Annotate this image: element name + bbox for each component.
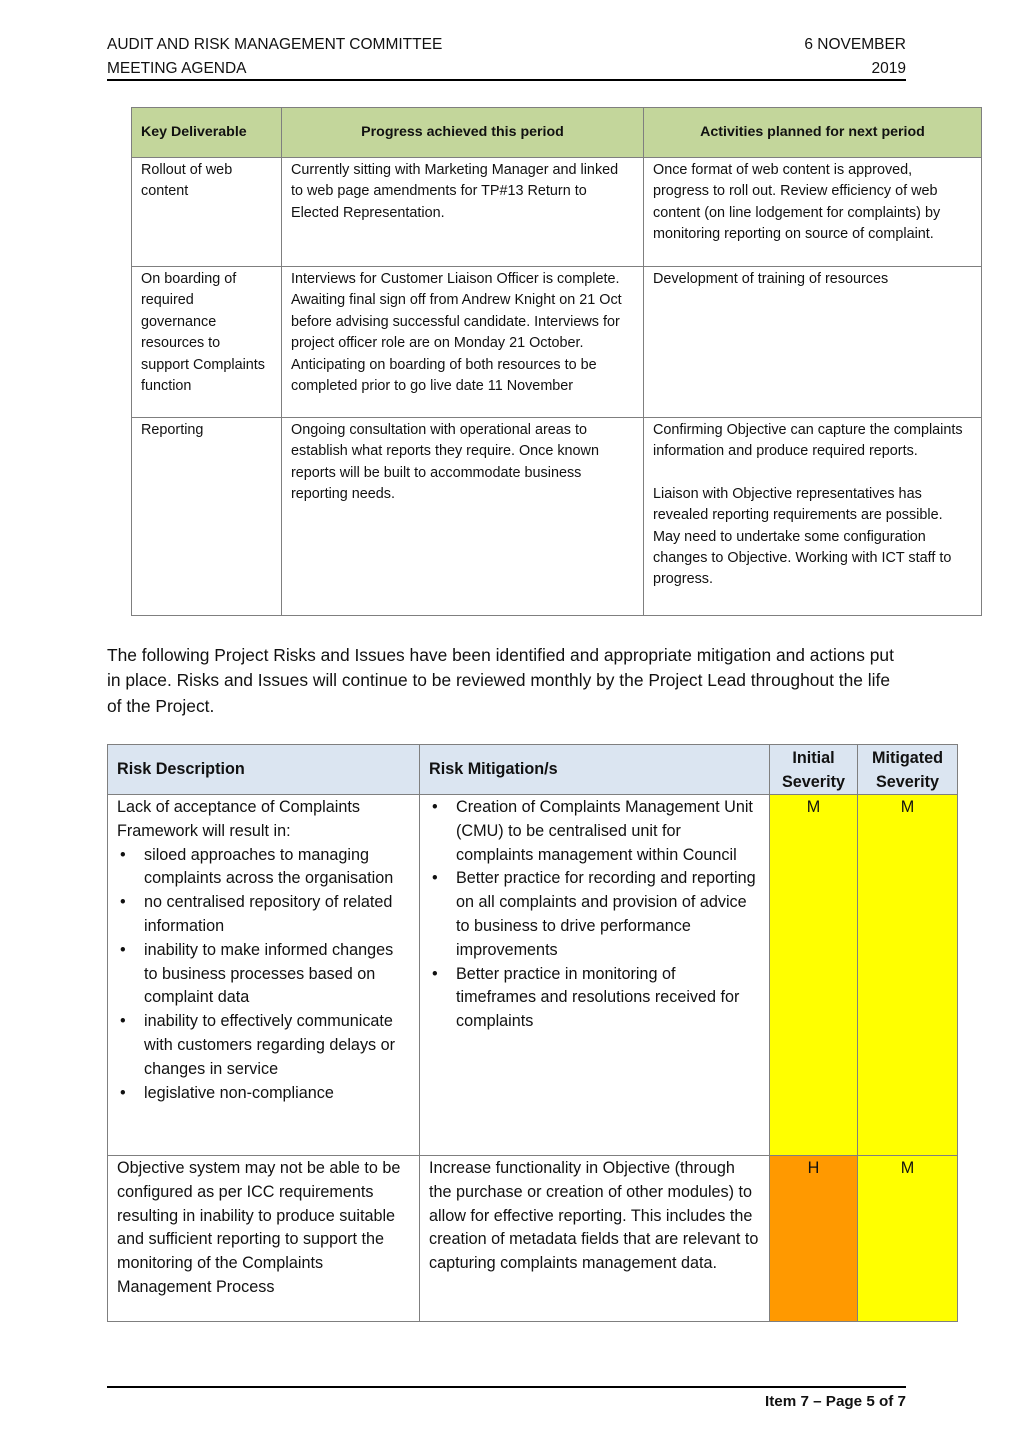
initial-severity-cell: M (770, 795, 858, 1156)
planned-text: Development of training of resources (653, 271, 889, 287)
risk-table (107, 744, 958, 1322)
list-item: • Better practice in monitoring of timeframes and resolutions received for complaints (429, 963, 760, 1034)
table-row (132, 267, 982, 418)
planned-cell (644, 267, 982, 418)
risks-intro-paragraph: The following Project Risks and Issues have been identified and appropriate mitigation and actions put in place. Risks and Issues will continue to be reviewed monthly by the Project Lead throughout the life of the Project. (107, 645, 894, 716)
table-row (108, 1156, 958, 1322)
list-item: • Creation of Complaints Management Unit (CMU) to be centralised unit for complaints management within Council (429, 796, 760, 867)
header-divider (107, 79, 906, 81)
risk-impact-list (117, 844, 410, 1106)
committee-title: AUDIT AND RISK MANAGEMENT COMMITTEE (107, 36, 443, 53)
deliverable-cell: On boarding of required governance resources to support Complaints function (132, 267, 282, 418)
mitigation-list (429, 796, 760, 1034)
deliverables-header-row (132, 108, 982, 158)
risk-description-intro: Lack of acceptance of Complaints Framework will result in: (117, 798, 360, 840)
col-risk-description: Risk Description (108, 745, 420, 795)
planned-cell (644, 418, 982, 616)
severity-label: Severity (876, 772, 939, 791)
table-row (132, 158, 982, 267)
table-row (108, 795, 958, 1156)
risk-mitigation-cell (420, 795, 770, 1156)
mitigated-severity-cell: M (858, 795, 958, 1156)
col-risk-mitigation: Risk Mitigation/s (420, 745, 770, 795)
meeting-date: 6 NOVEMBER (804, 36, 906, 53)
list-item: • legislative non-compliance (117, 1082, 410, 1106)
deliverable-cell: Reporting (132, 418, 282, 616)
mitigated-label: Mitigated (871, 748, 944, 767)
progress-cell: Currently sitting with Marketing Manager and linked to web page amendments for TP#13 Return to Elected Representation. (282, 158, 644, 267)
deliverable-cell: Rollout of web content (132, 158, 282, 267)
risk-description-cell (108, 795, 420, 1156)
risk-mitigation-cell: Increase functionality in Objective (through the purchase or creation of other modules) to allow for effective reporting. This includes the creation of metadata fields that are relevant to capturing complaints management data. (420, 1156, 770, 1322)
initial-label: Initial (792, 748, 835, 767)
col-initial-severity (770, 745, 858, 795)
list-item: • Better practice for recording and reporting on all complaints and provision of advice to business to drive performance improvements (429, 867, 760, 962)
severity-label: Severity (782, 772, 845, 791)
risk-header-row (108, 745, 958, 795)
page-number-label: Item 7 – Page 5 of 7 (765, 1393, 906, 1410)
planned-text: Confirming Objective can capture the complaints information and produce required reports. (653, 422, 963, 460)
risk-description-cell: Objective system may not be able to be configured as per ICC requirements resulting in inability to produce suitable and sufficient reporting to support the monitoring of the Complaints Management Process (108, 1156, 420, 1322)
document-type: MEETING AGENDA (107, 60, 247, 77)
footer-divider (107, 1386, 906, 1388)
table-row (132, 418, 982, 616)
col-planned: Activities planned for next period (644, 108, 982, 158)
initial-severity-cell: H (770, 1156, 858, 1322)
col-progress: Progress achieved this period (282, 108, 644, 158)
planned-text: Once format of web content is approved, progress to roll out. Review efficiency of web content (on line lodgement for complaints) by monitoring reporting on source of complaint. (653, 162, 941, 243)
col-mitigated-severity (858, 745, 958, 795)
progress-cell: Ongoing consultation with operational areas to establish what reports they require. Once known reports will be built to accommodate business reporting needs. (282, 418, 644, 616)
header-right (804, 33, 906, 81)
list-item: • no centralised repository of related information (117, 891, 410, 939)
mitigated-severity-cell: M (858, 1156, 958, 1322)
header-left (107, 33, 442, 81)
list-item: • inability to effectively communicate with customers regarding delays or changes in service (117, 1010, 410, 1081)
meeting-year: 2019 (871, 60, 906, 77)
planned-text: Liaison with Objective representatives has revealed reporting requirements are possible. May need to undertake some configuration changes to Objective. Working with ICT staff to progress. (653, 485, 952, 588)
list-item: • siloed approaches to managing complaints across the organisation (117, 844, 410, 892)
progress-cell: Interviews for Customer Liaison Officer is complete. Awaiting final sign off from Andrew Knight on 21 Oct before advising successful candidate. Interviews for project officer role are on Monday 21 October. Anticipating on boarding of both resources to be completed prior to go live date 11 November (282, 267, 644, 418)
planned-cell (644, 158, 982, 267)
list-item: • inability to make informed changes to business processes based on complaint data (117, 939, 410, 1010)
col-key-deliverable: Key Deliverable (132, 108, 282, 158)
deliverables-table (131, 107, 982, 616)
